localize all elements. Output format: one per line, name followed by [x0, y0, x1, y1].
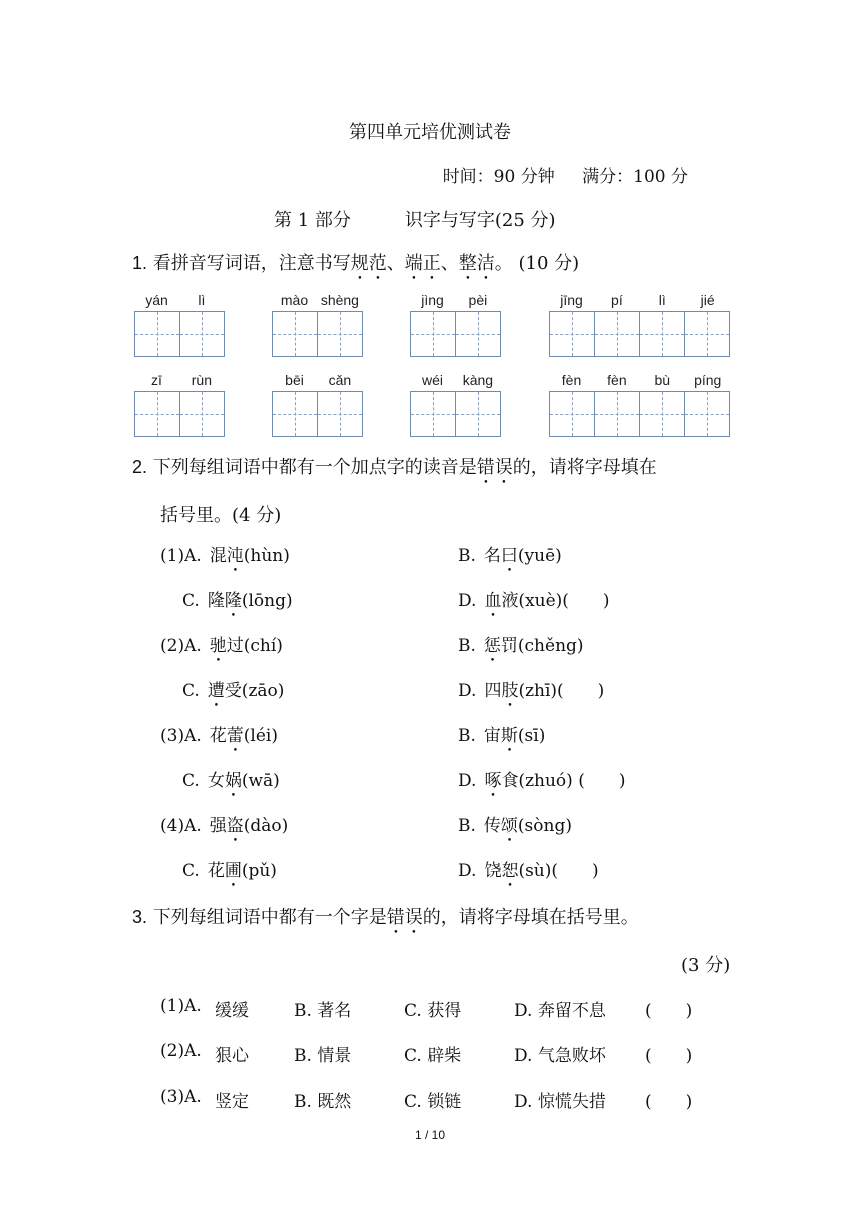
option-label: B.	[458, 546, 476, 566]
answer-option	[160, 541, 290, 576]
time-limit: 时间：90 分钟	[442, 167, 555, 187]
option-reading: (sī)	[517, 726, 546, 746]
writing-grid	[410, 311, 501, 357]
part-label: 第 1 部分	[274, 210, 351, 231]
option-text: 四	[484, 681, 502, 701]
question-3-score: (3 分)	[681, 955, 731, 976]
answer-option	[458, 676, 604, 711]
option-c: C. 锁链	[404, 1092, 462, 1112]
option-text: 强	[209, 816, 227, 836]
question-text-suffix: 的，请将字母填在	[512, 457, 657, 478]
option-text: 饶	[484, 861, 502, 881]
option-d: D. 奔留不息	[514, 1001, 606, 1021]
emphasis-word: 端正	[404, 253, 441, 274]
option-b: B. 著名	[294, 1001, 352, 1021]
option-text: 花	[209, 726, 227, 746]
writing-cell[interactable]	[550, 312, 595, 356]
question-text: 看拼音写词语，注意书写	[152, 253, 351, 274]
answer-option	[182, 676, 284, 711]
page-number: 1 / 10	[414, 1128, 446, 1142]
option-label: D.	[458, 771, 477, 791]
pinyin-label: lì	[198, 292, 206, 308]
dotted-char: 斯	[500, 726, 518, 746]
answer-option	[458, 811, 572, 846]
writing-cell[interactable]	[135, 392, 180, 436]
answer-option	[182, 766, 280, 801]
pinyin-label: zī	[151, 372, 162, 388]
question-2	[132, 453, 657, 488]
option-a: 竖定	[215, 1092, 249, 1112]
option-label: (4)A.	[160, 816, 202, 836]
option-b: B. 既然	[294, 1092, 352, 1112]
answer-option	[160, 721, 278, 756]
writing-cell[interactable]	[273, 392, 318, 436]
answer-option	[458, 541, 562, 576]
answer-option	[160, 811, 288, 846]
answer-option	[458, 766, 625, 801]
option-reading: (hùn)	[243, 546, 290, 566]
dotted-char: 恕	[501, 861, 519, 881]
pinyin-label: bù	[654, 372, 671, 388]
answer-option	[458, 631, 584, 666]
dotted-char: 惩	[483, 636, 501, 656]
exam-meta	[421, 162, 688, 187]
question-1	[132, 249, 579, 284]
writing-grid	[134, 311, 225, 357]
question-3	[132, 903, 639, 938]
option-label: (3)A.	[160, 726, 202, 746]
option-label: (1)A.	[160, 996, 202, 1016]
writing-grid	[549, 391, 730, 437]
pinyin-label: jīng	[560, 292, 583, 308]
answer-option	[182, 856, 277, 891]
option-label: (2)A.	[160, 1041, 202, 1061]
part-name: 识字与写字(25 分)	[404, 210, 556, 231]
dotted-char: 沌	[226, 546, 244, 566]
question-text: 下列每组词语中都有一个字是	[152, 907, 387, 928]
dotted-char: 蕾	[226, 726, 244, 746]
part-heading	[274, 206, 556, 232]
option-d: D. 气急败坏	[514, 1046, 606, 1066]
question-number: 3.	[132, 907, 148, 927]
writing-cell[interactable]	[640, 392, 685, 436]
option-reading: 受(zāo)	[224, 681, 285, 701]
writing-cell[interactable]	[318, 392, 362, 436]
option-d: D. 惊慌失措	[514, 1092, 606, 1112]
answer-blank[interactable]: ( )	[645, 1092, 693, 1112]
answer-option	[458, 856, 599, 891]
question-text-suffix: 的，请将字母填在括号里。	[422, 907, 639, 928]
option-text: 混	[209, 546, 227, 566]
dotted-char: 血	[484, 591, 502, 611]
question-text: 下列每组词语中都有一个加点字的读音是	[152, 457, 477, 478]
full-score: 满分：100 分	[582, 167, 688, 187]
writing-cell[interactable]	[135, 312, 180, 356]
option-label: C.	[182, 771, 200, 791]
dotted-char: 曰	[500, 546, 518, 566]
separator: 、	[440, 253, 459, 274]
pinyin-label: lì	[658, 292, 666, 308]
option-label: (1)A.	[160, 546, 202, 566]
emphasis-word: 规范	[350, 253, 387, 274]
writing-cell[interactable]	[273, 312, 318, 356]
option-label: D.	[458, 681, 477, 701]
option-label: C.	[182, 681, 200, 701]
option-label: C.	[182, 861, 200, 881]
question-number: 1.	[132, 253, 148, 273]
option-reading: 过(chí)	[226, 636, 283, 656]
pinyin-label: mào	[280, 292, 309, 308]
page-title: 第四单元培优测试卷	[349, 122, 511, 143]
answer-blank[interactable]: ( )	[645, 1001, 693, 1021]
option-reading: (zhī)( )	[518, 681, 605, 701]
option-reading: (léi)	[243, 726, 278, 746]
answer-option	[458, 586, 610, 621]
dotted-char: 娲	[224, 771, 242, 791]
pinyin-label: bēi	[285, 372, 304, 388]
option-reading: 食(zhuó) ( )	[501, 771, 626, 791]
dotted-char: 圃	[224, 861, 242, 881]
option-text: 传	[483, 816, 501, 836]
dotted-char: 啄	[484, 771, 502, 791]
writing-cell[interactable]	[180, 312, 224, 356]
option-text: 女	[207, 771, 225, 791]
dotted-char: 遭	[207, 681, 225, 701]
option-reading: 罚(chěng)	[500, 636, 584, 656]
writing-grid	[549, 311, 730, 357]
pinyin-label: fèn	[561, 372, 582, 388]
option-a: 缓缓	[215, 1001, 249, 1021]
option-label: B.	[458, 636, 476, 656]
option-reading: (pǔ)	[241, 861, 277, 881]
option-reading: (lōng)	[241, 591, 293, 611]
pinyin-label: pí	[611, 292, 623, 308]
question-2-line-2: 括号里。(4 分)	[160, 505, 282, 526]
answer-option	[182, 586, 293, 621]
dotted-char: 盗	[226, 816, 244, 836]
writing-cell[interactable]	[595, 312, 640, 356]
option-label: C.	[182, 591, 200, 611]
writing-cell[interactable]	[456, 312, 500, 356]
option-text: 花	[207, 861, 225, 881]
question-score: 。 (10 分)	[494, 253, 580, 274]
writing-grid	[134, 391, 225, 437]
writing-cell[interactable]	[411, 312, 456, 356]
pinyin-label: pèi	[468, 292, 488, 308]
option-label: B.	[458, 816, 476, 836]
question-number: 2.	[132, 457, 148, 477]
writing-cell[interactable]	[640, 312, 685, 356]
dotted-char: 肢	[501, 681, 519, 701]
option-a: 狠心	[215, 1046, 249, 1066]
writing-grid	[410, 391, 501, 437]
answer-option	[160, 631, 283, 666]
option-text: 隆	[207, 591, 225, 611]
option-reading: (yuē)	[517, 546, 562, 566]
pinyin-label: cǎn	[328, 372, 352, 388]
pinyin-label: fèn	[607, 372, 627, 388]
option-label: D.	[458, 591, 477, 611]
option-text: 名	[483, 546, 501, 566]
option-c: C. 辟柴	[404, 1046, 462, 1066]
option-label: D.	[458, 861, 477, 881]
pinyin-label: píng	[694, 372, 722, 388]
writing-cell[interactable]	[318, 312, 362, 356]
emphasis-word: 错误	[476, 457, 513, 478]
writing-cell[interactable]	[411, 392, 456, 436]
option-label: B.	[458, 726, 476, 746]
writing-grid	[272, 391, 363, 437]
pinyin-label: wéi	[421, 372, 443, 388]
writing-cell[interactable]	[595, 392, 640, 436]
pinyin-label: shèng	[320, 292, 359, 308]
writing-cell[interactable]	[685, 392, 729, 436]
pinyin-label: jìng	[421, 292, 444, 308]
option-label: (3)A.	[160, 1087, 202, 1107]
pinyin-label: rùn	[191, 372, 212, 388]
answer-blank[interactable]: ( )	[645, 1046, 693, 1066]
writing-cell[interactable]	[685, 312, 729, 356]
writing-cell[interactable]	[180, 392, 224, 436]
option-reading: (sù)( )	[518, 861, 599, 881]
option-text: 宙	[483, 726, 501, 746]
separator: 、	[386, 253, 405, 274]
pinyin-label: kàng	[462, 372, 494, 388]
emphasis-word: 整洁	[458, 253, 495, 274]
writing-cell[interactable]	[456, 392, 500, 436]
dotted-char: 隆	[224, 591, 242, 611]
dotted-char: 颂	[500, 816, 518, 836]
option-label: (2)A.	[160, 636, 202, 656]
pinyin-label: yán	[145, 292, 168, 308]
option-b: B. 情景	[294, 1046, 352, 1066]
option-reading: (dào)	[243, 816, 289, 836]
pinyin-label: jié	[700, 292, 715, 308]
emphasis-word: 错误	[386, 907, 423, 928]
dotted-char: 驰	[209, 636, 227, 656]
option-c: C. 获得	[404, 1001, 462, 1021]
option-reading: (wā)	[241, 771, 280, 791]
option-reading: (sòng)	[517, 816, 572, 836]
writing-grid	[272, 311, 363, 357]
option-reading: 液(xuè)( )	[501, 591, 610, 611]
answer-option	[458, 721, 545, 756]
writing-cell[interactable]	[550, 392, 595, 436]
